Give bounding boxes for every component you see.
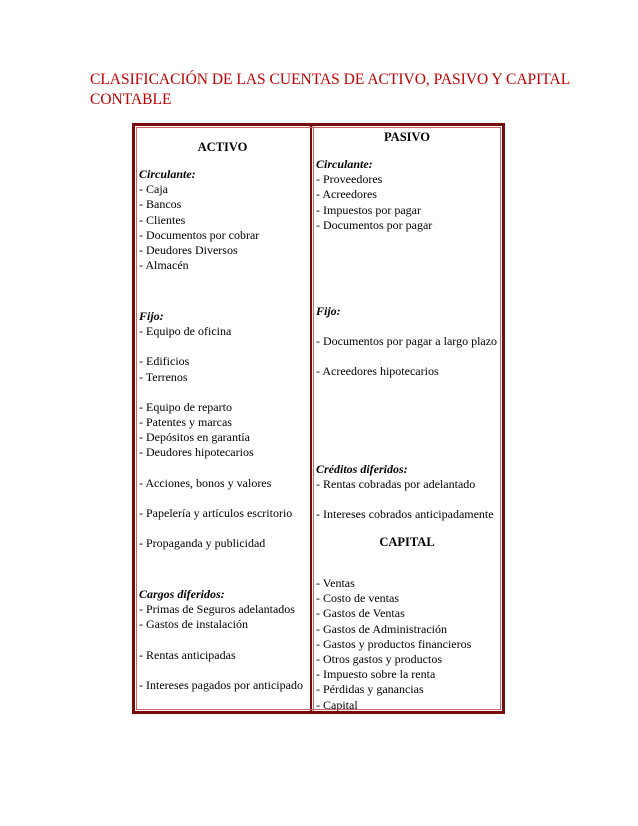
activo-fijo-section xyxy=(139,309,306,551)
list-item: - Gastos y productos financieros xyxy=(316,636,472,651)
list-item: - Intereses cobrados anticipadamente xyxy=(316,507,494,522)
list-item: - Pérdidas y ganancias xyxy=(316,682,424,697)
list-item: - Almacén xyxy=(139,258,189,273)
list-item: - Equipo de reparto xyxy=(139,399,232,414)
pasivo-fijo-label: Fijo: xyxy=(316,304,341,318)
list-item: - Impuesto sobre la renta xyxy=(316,667,436,682)
list-item: - Acciones, bonos y valores xyxy=(139,475,272,490)
activo-column xyxy=(135,126,310,711)
list-item: - Costo de ventas xyxy=(316,591,399,606)
list-item: - Gastos de instalación xyxy=(139,617,248,632)
list-item: - Depósitos en garantía xyxy=(139,430,250,445)
pasivo-creditos-section xyxy=(316,462,498,523)
activo-circulante-label: Circulante: xyxy=(139,167,196,181)
list-item: - Acreedores xyxy=(316,187,377,202)
list-item: - Terrenos xyxy=(139,369,188,384)
list-item: - Capital xyxy=(316,697,358,712)
page-title: CLASIFICACIÓN DE LAS CUENTAS DE ACTIVO, PASIVO Y CAPITAL CONTABLE xyxy=(90,71,570,108)
activo-cargos-label: Cargos diferidos: xyxy=(139,587,225,601)
list-item: - Papelería y artículos escritorio xyxy=(139,505,293,520)
pasivo-column xyxy=(310,126,502,711)
capital-header: CAPITAL xyxy=(379,535,435,549)
list-item: - Bancos xyxy=(139,197,182,212)
list-item: - Intereses pagados por anticipado xyxy=(139,677,303,692)
list-item: - Clientes xyxy=(139,212,186,227)
list-item: - Proveedores xyxy=(316,172,383,187)
activo-circulante-section xyxy=(139,167,306,273)
list-item: - Caja xyxy=(139,182,168,197)
list-item: - Propaganda y publicidad xyxy=(139,536,266,551)
list-item: - Impuestos por pagar xyxy=(316,202,421,217)
list-item: - Edificios xyxy=(139,354,190,369)
list-item: - Acreedores hipotecarios xyxy=(316,364,439,379)
list-item: - Gastos de Ventas xyxy=(316,606,405,621)
list-item: - Ventas xyxy=(316,576,355,590)
pasivo-header: PASIVO xyxy=(383,130,431,144)
list-item: - Otros gastos y productos xyxy=(316,652,442,667)
activo-fijo-label: Fijo: xyxy=(139,309,164,323)
list-item: - Documentos por cobrar xyxy=(139,227,260,242)
list-item: - Gastos de Administración xyxy=(316,621,447,636)
pasivo-circulante-section xyxy=(316,157,498,233)
activo-header: ACTIVO xyxy=(197,140,248,154)
list-item: - Rentas anticipadas xyxy=(139,647,236,662)
list-item: - Documentos por pagar a largo plazo xyxy=(316,334,498,349)
list-item: - Equipo de oficina xyxy=(139,324,232,339)
pasivo-circulante-label: Circulante: xyxy=(316,157,373,171)
pasivo-fijo-section xyxy=(316,304,498,380)
capital-section xyxy=(316,576,498,713)
accounts-table xyxy=(132,123,505,714)
list-item: - Rentas cobradas por adelantado xyxy=(316,477,476,492)
list-item: - Deudores hipotecarios xyxy=(139,445,254,460)
activo-cargos-section xyxy=(139,587,306,693)
list-item: - Patentes y marcas xyxy=(139,415,232,430)
pasivo-creditos-label: Créditos diferidos: xyxy=(316,462,408,476)
list-item: - Primas de Seguros adelantados xyxy=(139,602,295,617)
list-item: - Deudores Diversos xyxy=(139,243,238,258)
list-item: - Documentos por pagar xyxy=(316,217,433,232)
